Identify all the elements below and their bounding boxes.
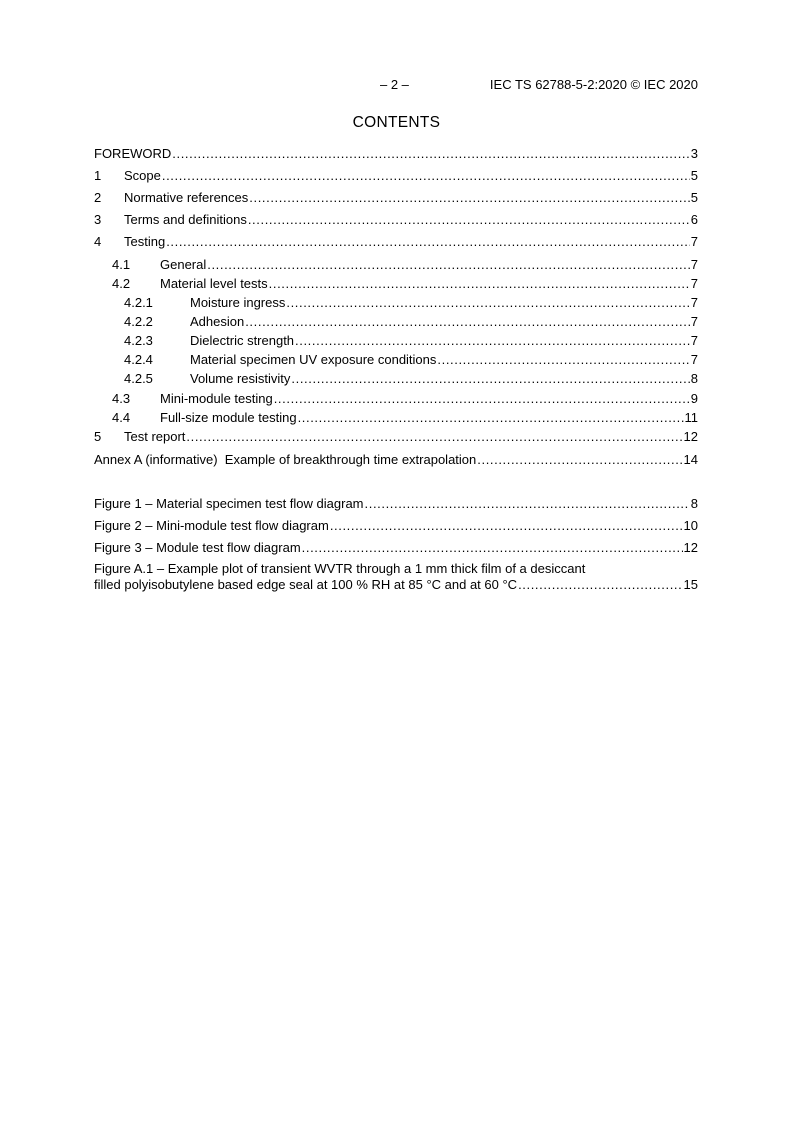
- toc-entry-number: 5: [94, 429, 102, 444]
- toc-entry-label: Material specimen UV exposure conditions: [190, 352, 437, 367]
- dot-leader: [186, 429, 682, 445]
- dot-leader: [302, 540, 683, 556]
- toc-entry-page: 7: [690, 257, 698, 272]
- toc-entry-page: 7: [690, 276, 698, 291]
- toc-entry-test-report[interactable]: [94, 429, 698, 445]
- toc-entry-material-level-tests[interactable]: [94, 276, 698, 292]
- toc-entry-label: Test report: [124, 429, 186, 444]
- toc-entry-number: 3: [94, 212, 102, 227]
- figure-entry-1[interactable]: [94, 496, 698, 512]
- toc-entry-page: 7: [690, 234, 698, 249]
- toc-entry-number: 4.2.4: [124, 352, 153, 367]
- toc-entry-testing[interactable]: [94, 234, 698, 250]
- dot-leader: [245, 314, 690, 330]
- figure-entry-page: 15: [683, 577, 698, 592]
- toc-entry-label: Mini-module testing: [160, 391, 273, 406]
- dot-leader: [298, 410, 684, 426]
- toc-entry-label: Normative references: [124, 190, 249, 205]
- toc-entry-number: 4.3: [112, 391, 131, 406]
- toc-entry-full-size-module-testing[interactable]: [94, 410, 698, 426]
- dot-leader: [269, 276, 690, 292]
- dot-leader: [518, 577, 682, 593]
- toc-entry-number: 4.2: [112, 276, 131, 291]
- toc-entry-page: 5: [690, 168, 698, 183]
- figure-entry-label: Figure 3 – Module test flow diagram: [94, 540, 301, 555]
- figure-entry-a1-line1[interactable]: Figure A.1 – Example plot of transient WVTR through a 1 mm thick film of a desiccant: [94, 561, 586, 576]
- toc-entry-page: 12: [683, 429, 698, 444]
- dot-leader: [274, 391, 690, 407]
- toc-entry-adhesion[interactable]: [94, 314, 698, 330]
- toc-entry-label: Terms and definitions: [124, 212, 247, 227]
- toc-entry-number: 2: [94, 190, 102, 205]
- toc-entry-label: Dielectric strength: [190, 333, 295, 348]
- toc-entry-number: 4: [94, 234, 102, 249]
- dot-leader: [248, 212, 690, 228]
- toc-entry-foreword[interactable]: [94, 146, 698, 162]
- toc-entry-page: 9: [690, 391, 698, 406]
- figure-entry-2[interactable]: [94, 518, 698, 534]
- toc-entry-page: 7: [690, 314, 698, 329]
- toc-entry-label: Full-size module testing: [160, 410, 297, 425]
- toc-entry-label: Scope: [124, 168, 161, 183]
- toc-entry-mini-module-testing[interactable]: [94, 391, 698, 407]
- dot-leader: [162, 168, 690, 184]
- dot-leader: [249, 190, 689, 206]
- toc-entry-number: 4.2.3: [124, 333, 153, 348]
- dot-leader: [437, 352, 689, 368]
- dot-leader: [291, 371, 689, 387]
- figure-entry-label: Figure 2 – Mini-module test flow diagram: [94, 518, 329, 533]
- toc-entry-page: 3: [690, 146, 698, 161]
- page-number-label: – 2 –: [380, 77, 409, 92]
- toc-entry-volume-resistivity[interactable]: [94, 371, 698, 387]
- toc-entry-label: Material level tests: [160, 276, 268, 291]
- dot-leader: [166, 234, 690, 250]
- toc-entry-page: 5: [690, 190, 698, 205]
- toc-entry-page: 6: [690, 212, 698, 227]
- toc-entry-general[interactable]: [94, 257, 698, 273]
- toc-entry-number: 4.2.2: [124, 314, 153, 329]
- toc-entry-page: 14: [683, 452, 698, 467]
- toc-entry-page: 11: [684, 410, 698, 425]
- toc-entry-label: Testing: [124, 234, 166, 249]
- toc-entry-label: Annex A (informative) Example of breakthrough time extrapolation: [94, 452, 477, 467]
- contents-title: CONTENTS: [352, 114, 441, 131]
- dot-leader: [365, 496, 690, 512]
- toc-entry-annex-a[interactable]: [94, 452, 698, 468]
- toc-entry-number: 4.2.1: [124, 295, 153, 310]
- toc-entry-number: 4.4: [112, 410, 131, 425]
- toc-entry-page: 8: [690, 371, 698, 386]
- dot-leader: [172, 146, 689, 162]
- toc-entry-moisture-ingress[interactable]: [94, 295, 698, 311]
- toc-entry-dielectric-strength[interactable]: [94, 333, 698, 349]
- dot-leader: [477, 452, 682, 468]
- figure-entry-page: 12: [683, 540, 698, 555]
- toc-entry-number: 1: [94, 168, 102, 183]
- toc-entry-scope[interactable]: [94, 168, 698, 184]
- dot-leader: [330, 518, 683, 534]
- figure-entry-page: 10: [683, 518, 698, 533]
- toc-entry-label: Volume resistivity: [190, 371, 291, 386]
- dot-leader: [286, 295, 689, 311]
- toc-entry-terms-and-definitions[interactable]: [94, 212, 698, 228]
- figure-entry-page: 8: [690, 496, 698, 511]
- figure-entry-label: filled polyisobutylene based edge seal at 100 % RH at 85 °C and at 60 °C: [94, 577, 518, 592]
- toc-entry-normative-references[interactable]: [94, 190, 698, 206]
- figure-entry-a1[interactable]: [94, 577, 698, 593]
- toc-entry-label: General: [160, 257, 207, 272]
- toc-entry-label: FOREWORD: [94, 146, 172, 161]
- toc-entry-page: 7: [690, 333, 698, 348]
- figure-entry-label: Figure 1 – Material specimen test flow diagram: [94, 496, 364, 511]
- toc-entry-number: 4.2.5: [124, 371, 153, 386]
- dot-leader: [295, 333, 690, 349]
- toc-entry-page: 7: [690, 295, 698, 310]
- toc-entry-uv-exposure-conditions[interactable]: [94, 352, 698, 368]
- figure-entry-3[interactable]: [94, 540, 698, 556]
- toc-entry-page: 7: [690, 352, 698, 367]
- toc-entry-number: 4.1: [112, 257, 131, 272]
- toc-entry-label: Adhesion: [190, 314, 245, 329]
- document-identifier: IEC TS 62788-5-2:2020 © IEC 2020: [489, 77, 698, 92]
- toc-entry-label: Moisture ingress: [190, 295, 286, 310]
- page-header: [380, 77, 698, 93]
- dot-leader: [207, 257, 690, 273]
